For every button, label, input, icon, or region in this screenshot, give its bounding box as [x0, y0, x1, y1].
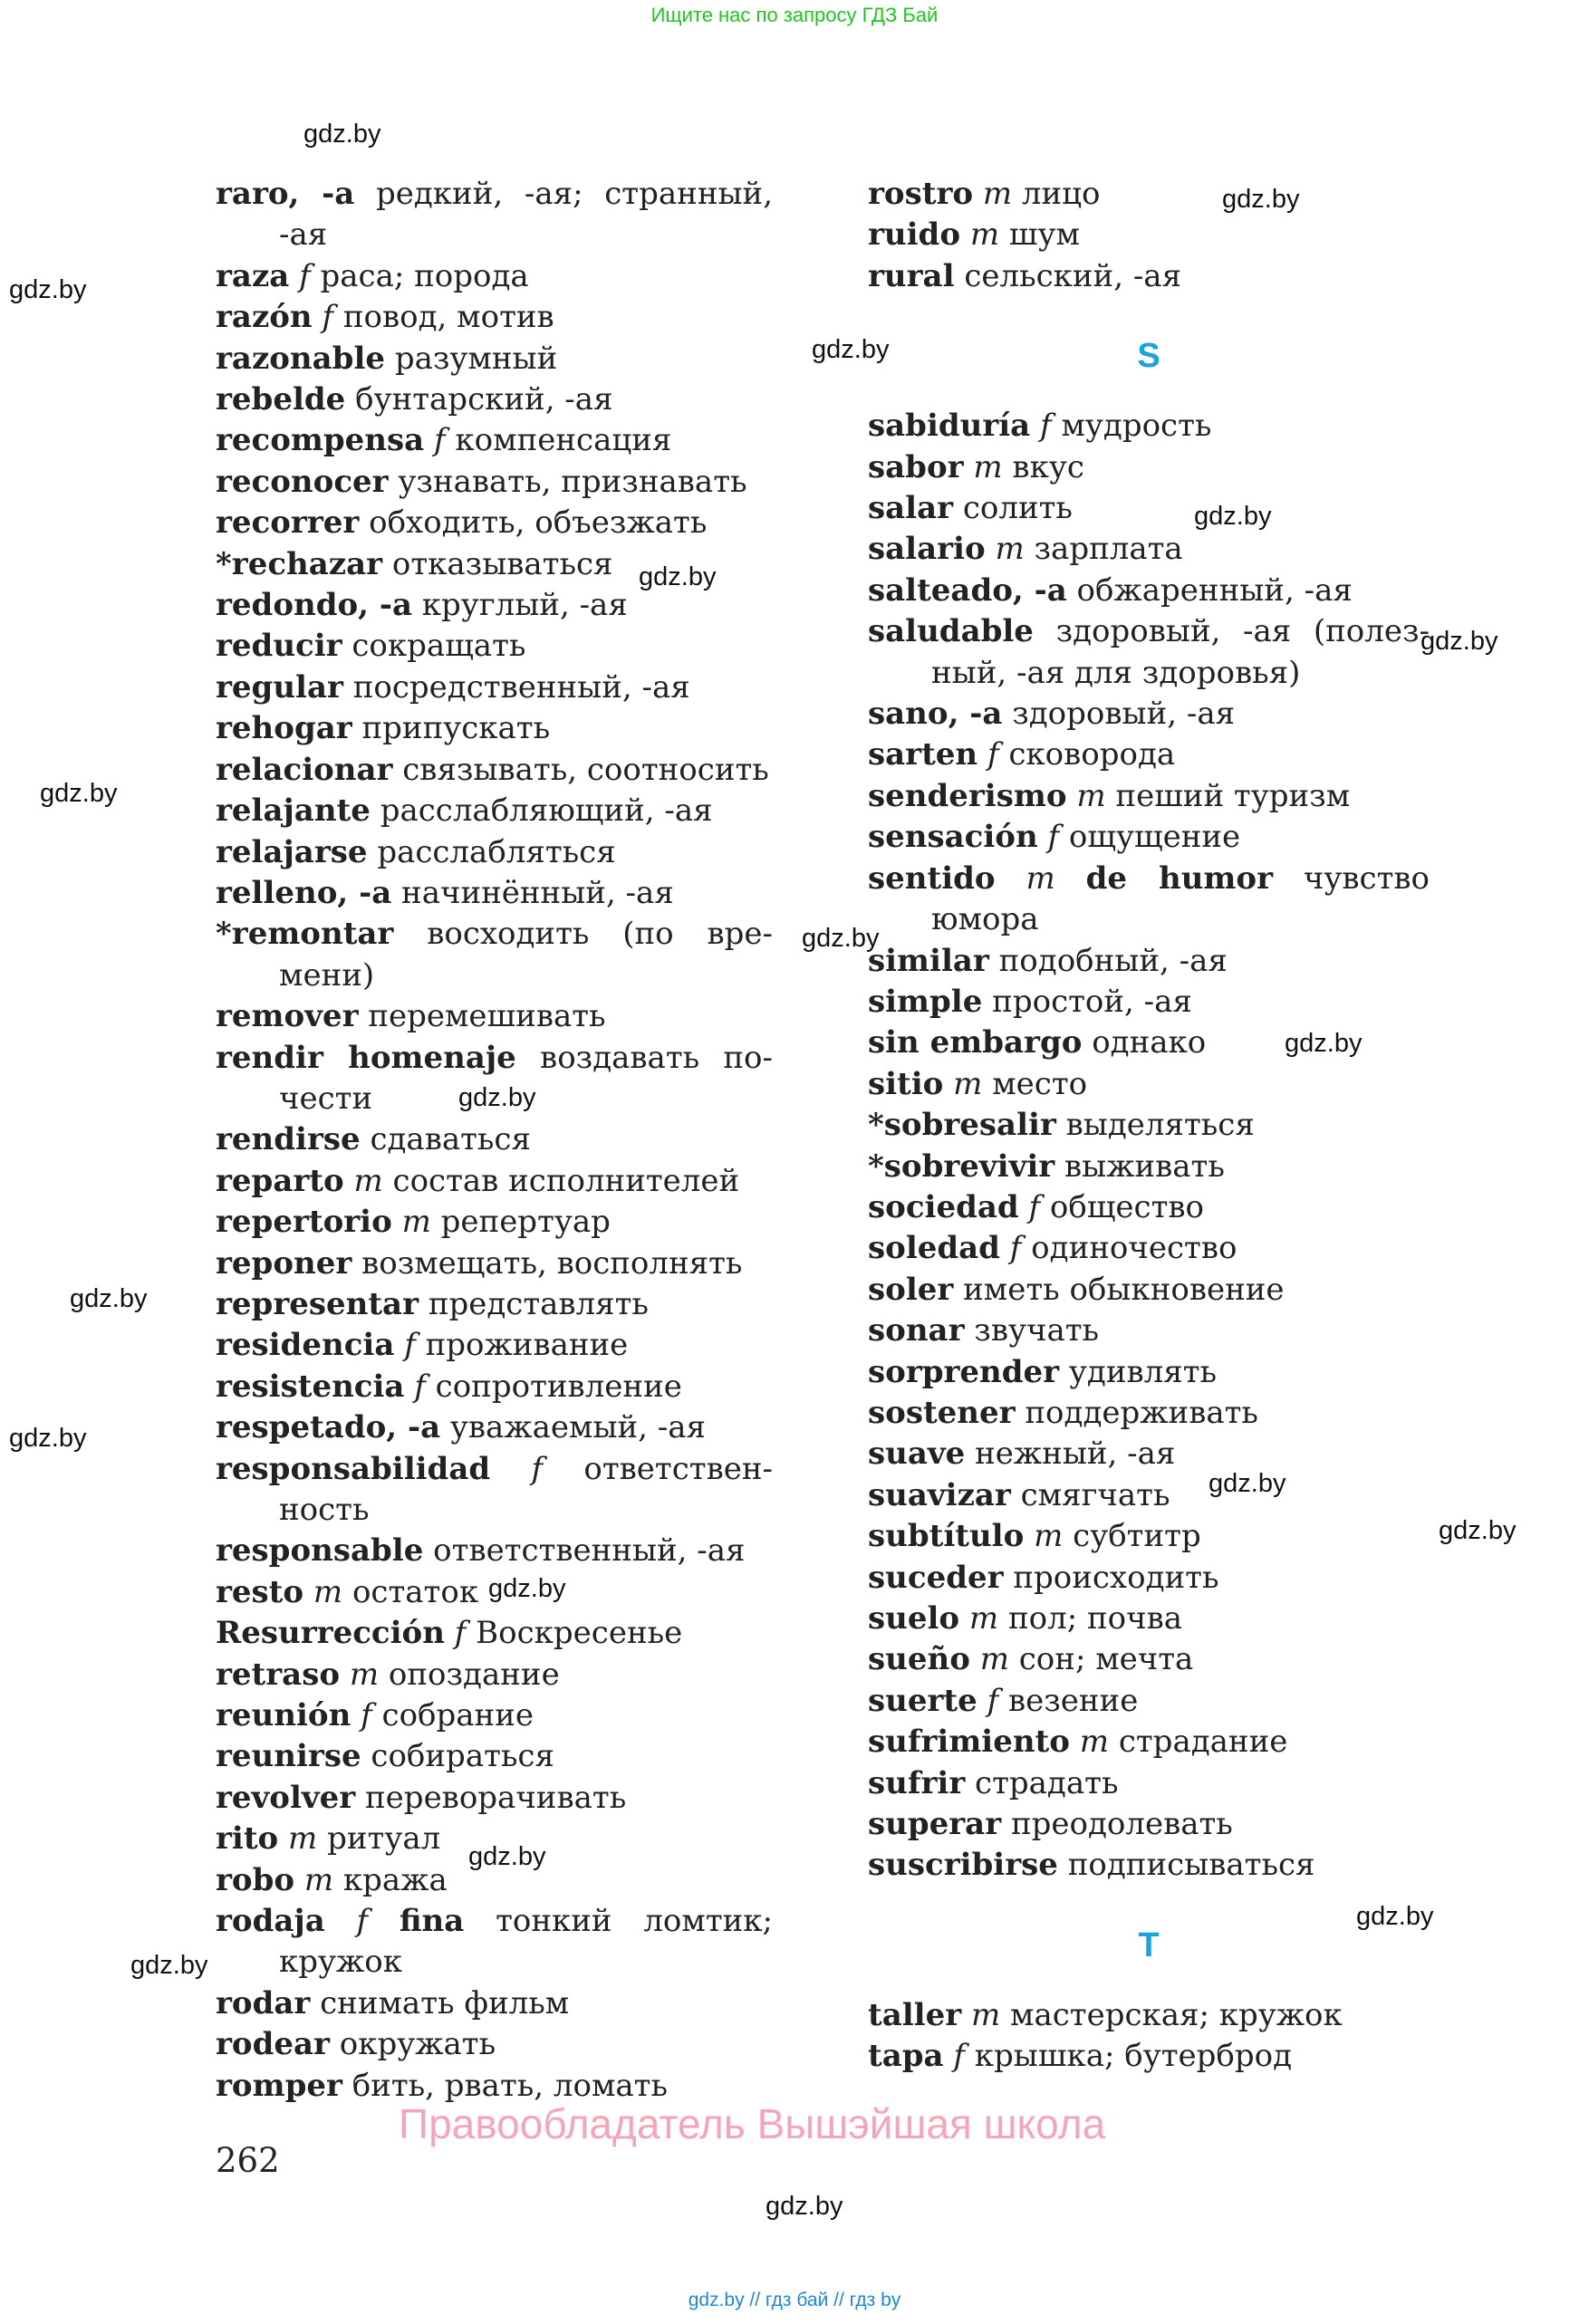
translation: воздавать по-чести [279, 1039, 773, 1117]
gender-marker: f [322, 299, 334, 336]
translation: обжаренный, -ая [1076, 571, 1353, 609]
dictionary-entry [868, 1995, 1430, 2036]
headword: suceder [868, 1559, 1004, 1596]
headword: responsabilidad [216, 1450, 491, 1487]
watermark: gdz.by [9, 275, 87, 304]
dictionary-entry [216, 1736, 773, 1777]
translation: сдаваться [370, 1121, 531, 1158]
dictionary-entry [868, 1187, 1430, 1228]
headword-continuation: de humor [1085, 859, 1273, 897]
dictionary-entry [868, 447, 1430, 488]
translation: посредственный, -ая [352, 668, 690, 706]
bottom-links[interactable]: gdz.by // гдз бай // гдз by [688, 2290, 901, 2310]
dictionary-entry [868, 1475, 1430, 1516]
dictionary-entry [216, 2024, 773, 2065]
translation: ритуал [327, 1820, 441, 1858]
headword: sorprender [868, 1353, 1060, 1390]
gender-marker: m [313, 1573, 343, 1610]
watermark: gdz.by [802, 924, 880, 953]
watermark: gdz.by [1285, 1029, 1363, 1058]
translation: редкий, -ая; странный, -ая [279, 176, 774, 254]
headword-continuation: fina [399, 1903, 465, 1940]
headword: responsable [216, 1532, 424, 1570]
dictionary-entry [868, 1845, 1430, 1886]
translation: крышка; бутерброд [974, 2038, 1293, 2075]
dictionary-entry [216, 1325, 773, 1366]
dictionary-entry [868, 256, 1430, 297]
translation: чувство юмора [931, 859, 1430, 938]
translation: кража [342, 1861, 448, 1898]
translation: повод, мотив [342, 299, 554, 336]
dictionary-entry [216, 1983, 773, 2024]
translation: переворачивать [365, 1779, 627, 1816]
dictionary-entry [868, 1722, 1430, 1762]
watermark: gdz.by [130, 1951, 208, 1980]
dictionary-entry [216, 1695, 773, 1736]
headword: relacionar [216, 751, 393, 788]
translation: здоровый, -ая (полез-ный, -ая для здоровья) [931, 613, 1430, 691]
dictionary-entry [868, 1516, 1430, 1557]
translation: смягчать [1020, 1476, 1170, 1513]
gender-marker: m [995, 531, 1025, 568]
dictionary-entry [216, 1244, 773, 1284]
translation: звучать [974, 1312, 1100, 1349]
dictionary-entry [216, 832, 773, 873]
dictionary-entry [216, 462, 773, 503]
headword: rural [868, 257, 955, 294]
translation: представлять [428, 1285, 649, 1322]
gender-marker: f [454, 1615, 467, 1652]
translation: окружать [339, 2026, 496, 2063]
dictionary-entry [868, 1311, 1430, 1351]
translation: начинённый, -ая [401, 874, 674, 911]
translation: собрание [381, 1697, 534, 1734]
headword: recompensa [216, 422, 425, 459]
translation: круглый, -ая [421, 587, 628, 624]
translation: поддерживать [1025, 1394, 1258, 1431]
headword: taller [868, 1996, 962, 2033]
headword: representar [216, 1285, 419, 1322]
gender-marker: m [982, 176, 1013, 212]
translation: снимать фильм [320, 1984, 570, 2021]
headword: rebelde [216, 381, 346, 418]
translation: страдать [975, 1764, 1119, 1801]
headword: sitio [868, 1065, 944, 1102]
gender-marker: m [1076, 777, 1106, 814]
translation: везение [1007, 1682, 1139, 1719]
dictionary-entry [216, 1284, 773, 1325]
translation: преодолевать [1010, 1806, 1233, 1843]
headword: sufrir [868, 1764, 966, 1801]
headword: sano, -a [868, 696, 1003, 733]
headword: relajante [216, 792, 371, 830]
watermark: gdz.by [1209, 1469, 1286, 1498]
translation: восходить (по вре-мени) [279, 916, 773, 994]
dictionary-entry [868, 817, 1430, 858]
dictionary-entry [868, 215, 1430, 255]
headword: *sobrevivir [868, 1148, 1055, 1185]
headword: saludable [868, 613, 1034, 650]
translation: сокращать [352, 628, 526, 665]
gender-marker: f [299, 257, 311, 294]
dictionary-entry [216, 1407, 773, 1448]
headword: suavizar [868, 1476, 1011, 1513]
headword: similar [868, 942, 989, 979]
dictionary-entry [868, 1393, 1430, 1434]
gender-marker: m [979, 1641, 1009, 1678]
headword: salario [868, 531, 986, 568]
dictionary-entry [216, 1202, 773, 1243]
headword: subtítulo [868, 1518, 1025, 1555]
headword: regular [216, 668, 343, 706]
translation: состав исполнителей [392, 1162, 740, 1199]
dictionary-entry [216, 791, 773, 831]
dictionary-entry [868, 529, 1430, 570]
translation: нежный, -ая [975, 1436, 1176, 1473]
headword: reconocer [216, 463, 389, 500]
dictionary-entry [868, 694, 1430, 735]
translation: однако [1092, 1024, 1207, 1061]
watermark: gdz.by [40, 779, 118, 808]
translation: страдание [1118, 1724, 1288, 1761]
headword: salteado, -a [868, 571, 1067, 609]
headword: rendirse [216, 1121, 361, 1158]
translation: тонкий ломтик; кружок [279, 1903, 774, 1981]
dictionary-entry [216, 750, 773, 791]
dictionary-entry [216, 174, 773, 256]
gender-marker: m [1034, 1518, 1064, 1555]
headword: suscribirse [868, 1847, 1058, 1884]
gender-marker: f [414, 1368, 426, 1405]
translation: шум [1008, 216, 1080, 254]
dictionary-entry [868, 1763, 1430, 1804]
headword: resistencia [216, 1368, 405, 1405]
headword: relleno, -a [216, 874, 392, 911]
headword: sueño [868, 1641, 970, 1678]
gender-marker: m [953, 1065, 983, 1102]
translation: пол; почва [1007, 1600, 1182, 1637]
gender-marker: f [434, 422, 446, 459]
headword: sentido [868, 859, 996, 897]
translation: уважаемый, -ая [449, 1409, 706, 1446]
section-letter-s: S [1137, 337, 1160, 376]
gender-marker: m [288, 1820, 318, 1858]
gender-marker: m [349, 1656, 380, 1693]
headword: rodaja [216, 1903, 325, 1940]
headword: sonar [868, 1312, 965, 1349]
headword: raza [216, 257, 290, 294]
headword: sostener [868, 1394, 1016, 1431]
headword: resto [216, 1573, 304, 1610]
headword: reponer [216, 1244, 352, 1282]
dictionary-entry [868, 1599, 1430, 1639]
translation: репертуар [440, 1204, 611, 1241]
left-column [216, 174, 773, 2107]
translation: компенсация [455, 422, 672, 459]
translation: сон; мечта [1018, 1641, 1194, 1678]
translation: собираться [371, 1738, 554, 1775]
dictionary-entry [216, 1531, 773, 1571]
dictionary-entry [216, 420, 773, 461]
translation: разумный [394, 340, 558, 377]
gender-marker: m [303, 1861, 334, 1898]
headword: sabor [868, 448, 964, 485]
translation: Воскресенье [476, 1615, 683, 1652]
dictionary-entry [216, 914, 773, 996]
dictionary-entry [216, 1901, 773, 1983]
headword: redondo, -a [216, 587, 412, 624]
dictionary-entry [868, 1270, 1430, 1311]
watermark: gdz.by [488, 1574, 566, 1603]
headword: robo [216, 1861, 295, 1898]
copyright-notice: Правообладатель Вышэйшая школа [399, 2100, 1106, 2147]
translation: простой, -ая [992, 983, 1192, 1020]
headword: ruido [868, 216, 960, 254]
headword: revolver [216, 1779, 356, 1816]
headword: *sobresalir [868, 1107, 1056, 1144]
translation: здоровый, -ая [1012, 696, 1236, 733]
dictionary-entry [216, 1449, 773, 1532]
headword: residencia [216, 1327, 395, 1364]
gender-marker: f [361, 1697, 372, 1734]
headword: salar [868, 490, 954, 527]
dictionary-entry [868, 735, 1430, 775]
gender-marker: f [953, 2038, 965, 2075]
dictionary-entry [868, 174, 1430, 215]
dictionary-entry [868, 1639, 1430, 1680]
translation: сопротивление [435, 1368, 682, 1405]
translation: общество [1049, 1188, 1205, 1225]
headword: sin embargo [868, 1024, 1083, 1061]
translation: связывать, соотносить [402, 751, 769, 788]
dictionary-entry [868, 611, 1430, 694]
translation: бить, рвать, ломать [352, 2067, 668, 2104]
dictionary-entry [216, 256, 773, 297]
headword: Resurrección [216, 1615, 445, 1652]
translation: остаток [352, 1573, 479, 1610]
headword: reunión [216, 1697, 352, 1734]
watermark: gdz.by [468, 1842, 546, 1871]
dictionary-entry [868, 2036, 1430, 2077]
watermark: gdz.by [1222, 185, 1300, 214]
dictionary-entry [216, 297, 773, 338]
gender-marker: m [969, 216, 1000, 254]
dictionary-entry [868, 1558, 1430, 1599]
translation: обходить, объезжать [369, 504, 708, 542]
dictionary-entry [868, 1064, 1430, 1105]
headword: razonable [216, 340, 385, 377]
headword: senderismo [868, 777, 1067, 814]
headword: razón [216, 299, 313, 336]
translation: выживать [1064, 1148, 1225, 1185]
gender-marker: f [1040, 408, 1052, 445]
dictionary-entry [216, 379, 773, 420]
headword: rendir homenaje [216, 1039, 516, 1076]
dictionary-entry [216, 1367, 773, 1407]
headword: soledad [868, 1230, 1000, 1267]
dictionary-entry [868, 1434, 1430, 1474]
dictionary-entry [868, 406, 1430, 447]
gender-marker: f [987, 736, 999, 773]
dictionary-entry [868, 488, 1430, 529]
watermark: gdz.by [70, 1284, 148, 1313]
dictionary-entry [868, 1105, 1430, 1146]
translation: происходить [1013, 1559, 1219, 1596]
top-banner: Ищите нас по запросу ГДЗ Бай [650, 4, 939, 26]
headword: relajarse [216, 833, 368, 870]
gender-marker: m [968, 1600, 999, 1637]
dictionary-entry [216, 339, 773, 379]
headword: soler [868, 1271, 954, 1308]
dictionary-entry [868, 859, 1430, 941]
dictionary-entry [868, 776, 1430, 817]
dictionary-entry [216, 1613, 773, 1654]
gender-marker: m [970, 1996, 1001, 2033]
dictionary-entry [216, 708, 773, 749]
translation: перемешивать [368, 998, 606, 1035]
section-letter-t: T [1138, 1925, 1160, 1964]
watermark: gdz.by [303, 120, 381, 149]
translation: подобный, -ая [998, 942, 1228, 979]
dictionary-entry [868, 571, 1430, 611]
headword: *remontar [216, 916, 394, 953]
headword: rito [216, 1820, 279, 1858]
watermark: gdz.by [639, 562, 717, 591]
dictionary-entry [868, 1228, 1430, 1269]
dictionary-entry [216, 1778, 773, 1819]
headword: sensación [868, 819, 1038, 856]
translation: расслабляющий, -ая [380, 792, 713, 830]
dictionary-entry [868, 941, 1430, 982]
gender-marker: m [401, 1204, 431, 1241]
headword: reducir [216, 628, 342, 665]
translation: удивлять [1068, 1353, 1218, 1390]
headword: *rechazar [216, 545, 383, 582]
headword: sarten [868, 736, 978, 773]
dictionary-entry [868, 1147, 1430, 1187]
headword: reunirse [216, 1738, 361, 1775]
headword: recorrer [216, 504, 360, 542]
gender-marker: f [1009, 1230, 1022, 1267]
watermark: gdz.by [1194, 502, 1272, 531]
dictionary-entry [216, 1161, 773, 1202]
watermark: gdz.by [9, 1424, 87, 1453]
translation: иметь обыкновение [963, 1271, 1285, 1308]
headword: romper [216, 2067, 342, 2104]
headword: sabiduría [868, 408, 1031, 445]
gender-marker: f [531, 1450, 544, 1487]
translation: опоздание [388, 1656, 560, 1693]
translation: одиночество [1031, 1230, 1237, 1267]
translation: место [992, 1065, 1088, 1102]
dictionary-entry [216, 873, 773, 914]
translation: вкус [1012, 448, 1084, 485]
headword: remover [216, 998, 359, 1035]
translation: припускать [361, 710, 551, 747]
dictionary-entry [868, 1681, 1430, 1722]
headword: tapa [868, 2038, 944, 2075]
translation: узнавать, признавать [398, 463, 747, 500]
headword: repertorio [216, 1204, 392, 1241]
dictionary-entry [216, 503, 773, 543]
headword: sociedad [868, 1188, 1019, 1225]
translation: субтитр [1073, 1518, 1201, 1555]
watermark: gdz.by [1420, 627, 1498, 656]
gender-marker: f [356, 1903, 369, 1940]
translation: ощущение [1068, 819, 1241, 856]
headword: sufrimiento [868, 1724, 1070, 1761]
translation: возмещать, восполнять [361, 1244, 743, 1282]
headword: raro, -a [216, 176, 355, 212]
translation: пеший туризм [1115, 777, 1351, 814]
translation: сковорода [1008, 736, 1176, 773]
dictionary-entry [868, 1352, 1430, 1393]
headword: rehogar [216, 710, 352, 747]
watermark: gdz.by [458, 1083, 536, 1112]
dictionary-entry [216, 1655, 773, 1695]
gender-marker: f [1047, 819, 1060, 856]
translation: выделяться [1065, 1107, 1255, 1144]
dictionary-entry [216, 667, 773, 708]
headword: suelo [868, 1600, 960, 1637]
dictionary-entry [216, 996, 773, 1037]
watermark: gdz.by [812, 335, 890, 364]
translation: мастерская; кружок [1010, 1996, 1343, 2033]
headword: rodar [216, 1984, 311, 2021]
headword: suave [868, 1436, 966, 1473]
gender-marker: m [1026, 859, 1055, 897]
headword: rodear [216, 2026, 330, 2063]
gender-marker: m [353, 1162, 383, 1199]
dictionary-entry [216, 1119, 773, 1160]
dictionary-entry [868, 982, 1430, 1023]
headword: rostro [868, 176, 974, 212]
translation: ответственный, -ая [433, 1532, 746, 1570]
page-number: 262 [216, 2141, 280, 2180]
translation: солить [962, 490, 1073, 527]
translation: подписываться [1067, 1847, 1315, 1884]
translation: мудрость [1061, 408, 1212, 445]
translation: ответствен-ность [279, 1450, 774, 1528]
headword: respetado, -a [216, 1409, 441, 1446]
gender-marker: f [404, 1327, 416, 1364]
headword: suerte [868, 1682, 977, 1719]
dictionary-entry [868, 1804, 1430, 1845]
translation: лицо [1021, 176, 1101, 212]
watermark: gdz.by [1356, 1902, 1434, 1931]
translation: бунтарский, -ая [355, 381, 613, 418]
gender-marker: m [1079, 1724, 1110, 1761]
right-column [868, 174, 1430, 2078]
gender-marker: m [973, 448, 1003, 485]
headword: reparto [216, 1162, 344, 1199]
translation: расслабляться [377, 833, 616, 870]
translation: сельский, -ая [964, 257, 1182, 294]
gender-marker: f [1028, 1188, 1041, 1225]
headword: retraso [216, 1656, 341, 1693]
watermark: gdz.by [766, 2192, 843, 2221]
translation: проживание [425, 1327, 629, 1364]
dictionary-entry [216, 626, 773, 667]
gender-marker: f [987, 1682, 999, 1719]
watermark: gdz.by [1439, 1516, 1517, 1545]
translation: отказываться [391, 545, 613, 582]
translation: зарплата [1034, 531, 1183, 568]
headword: superar [868, 1806, 1002, 1843]
headword: simple [868, 983, 983, 1020]
translation: раса; порода [320, 257, 529, 294]
